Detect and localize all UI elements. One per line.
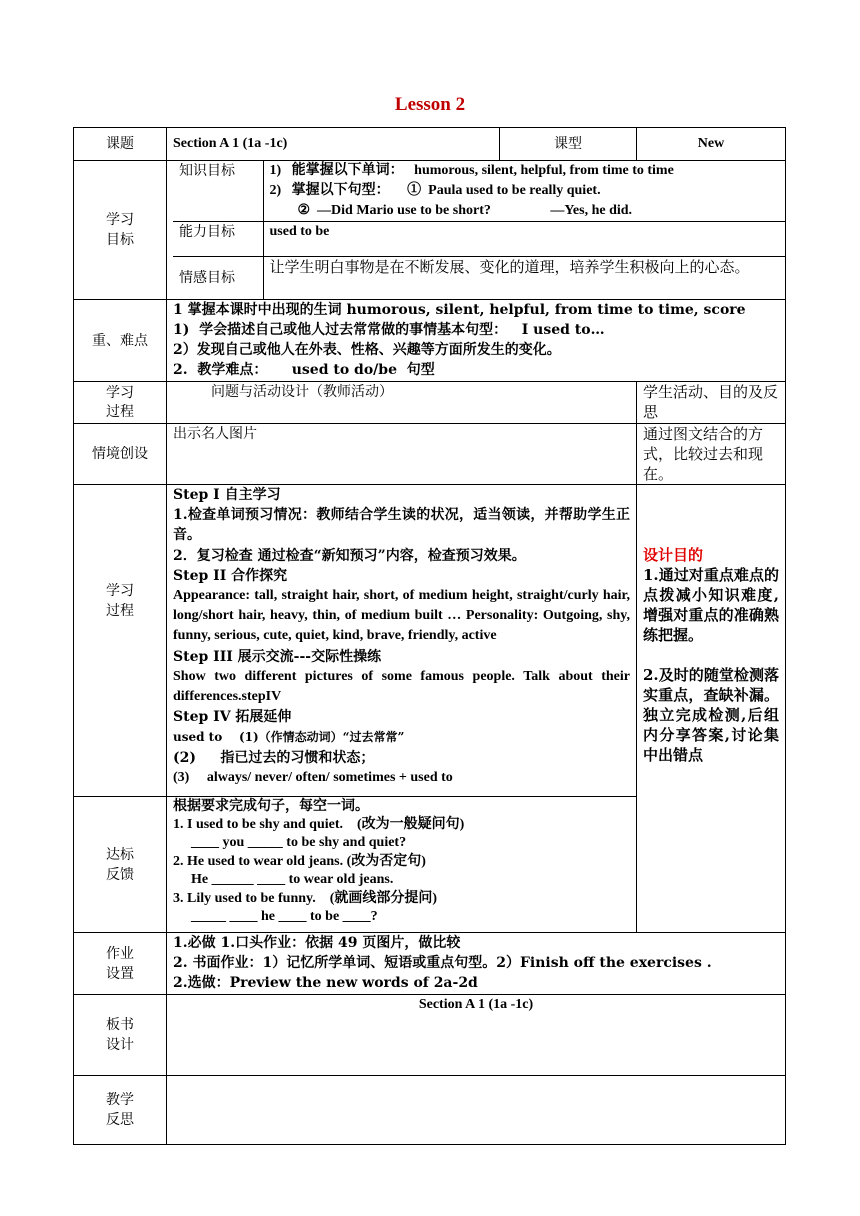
lesson-plan-table	[73, 127, 786, 1145]
process-step4-line2: (2) 指已过去的习惯和状态；	[173, 749, 375, 766]
process-purpose	[637, 485, 786, 933]
process-step3-title: Step III 展示交流---交际性操练	[173, 648, 382, 665]
knowledge-line-1: 1) 能掌握以下单词： humorous, silent, helpful, from time to time	[269, 163, 674, 178]
ability-label: 能力目标	[173, 222, 263, 257]
homework-line-3: 2.选做：Preview the new words of 2a-2d	[173, 975, 478, 991]
topic-label: 课题	[74, 128, 167, 161]
feedback-q2-blank: He ______ ____ to wear old jeans.	[191, 872, 394, 887]
process-step4-title: Step IV 拓展延伸	[173, 709, 292, 726]
knowledge-line-2: 2) 掌握以下句型： ① Paula used to be really quiet.	[269, 183, 601, 198]
feedback-q3: 3. Lily used to be funny. (就画线部分提问)	[173, 890, 438, 906]
feedback-content	[167, 797, 637, 933]
situation-student: 通过图文结合的方式，比较过去和现在。	[637, 424, 786, 485]
reflection-label: 教学 反思	[74, 1076, 167, 1145]
process-step4-line1: used to (1)（作情态动词）“过去常常”	[173, 730, 405, 745]
homework-label: 作业 设置	[74, 933, 167, 995]
board-label: 板书 设计	[74, 995, 167, 1076]
feedback-q1-blank: ____ you _____ to be shy and quiet?	[191, 835, 407, 850]
knowledge-value	[263, 161, 785, 222]
feedback-instruction: 根据要求完成句子，每空一词。	[173, 798, 369, 814]
process-step2-body: Appearance: tall, straight hair, short, of medium height, straight/curly hair, long/short hair, heavy, thin, of medium built … Personality: Outgoing, shy, funny, serious, cute, quiet, kind, brave, friendly, active	[173, 588, 630, 644]
feedback-q1: 1. I used to be shy and quiet. (改为一般疑问句)	[173, 816, 465, 832]
homework-content	[167, 933, 786, 995]
situation-label: 情境创设	[74, 424, 167, 485]
reflection-value	[167, 1076, 786, 1145]
keypoints-label: 重、难点	[74, 300, 167, 382]
keypoint-line-2: 1) 学会描述自己或他人过去常常做的事情基本句型： I used to…	[173, 322, 605, 338]
emotion-label: 情感目标	[173, 257, 263, 299]
topic-value: Section A 1 (1a -1c)	[167, 128, 500, 161]
feedback-q3-blank: _____ ____ he ____ to be ____?	[191, 909, 378, 924]
feedback-label: 达标 反馈	[74, 797, 167, 933]
page-title: Lesson 2	[394, 94, 466, 115]
keypoints-value	[167, 300, 786, 382]
objectives-inner-table	[173, 161, 785, 299]
process-content	[167, 485, 637, 797]
objectives-cell	[167, 161, 786, 300]
emotion-value: 让学生明白事物是在不断发展、变化的道理，培养学生积极向上的心态。	[263, 257, 785, 299]
purpose-item-2: 2.及时的随堂检测落实重点，查缺补漏。独立完成检测,后组内分享答案,讨论集中出错点	[643, 666, 779, 764]
homework-line-1: 1.必做 1.口头作业：依据 49 页图片，做比较	[173, 935, 461, 951]
process-step2-title: Step II 合作探究	[173, 567, 288, 584]
keypoint-line-1: 1 掌握本课时中出现的生词 humorous, silent, helpful, from time to time, score	[173, 302, 746, 318]
process-step3-body: Show two different pictures of some famous people. Talk about their differences.stepIV	[173, 668, 630, 705]
process-header-student: 学生活动、目的及反思	[637, 382, 786, 424]
process-step4-line3: (3) always/ never/ often/ sometimes + used to	[173, 769, 453, 785]
process-step1-item1: 1.检查单词预习情况：教师结合学生读的状况，适当领读，并帮助学生正音。	[173, 507, 630, 544]
homework-line-2: 2. 书面作业：1）记忆所学单词、短语或重点句型。2）Finish off the exercises .	[173, 955, 712, 971]
ability-value: used to be	[263, 222, 785, 257]
process-header-teacher: 问题与活动设计（教师活动）	[167, 382, 637, 424]
knowledge-line-3: ② —Did Mario use to be short? —Yes, he did.	[297, 203, 633, 218]
knowledge-label: 知识目标	[173, 161, 263, 222]
process-label: 学习 过程	[74, 485, 167, 797]
type-value: New	[637, 128, 786, 161]
board-value: Section A 1 (1a -1c)	[167, 995, 786, 1076]
process-step1-title: Step I 自主学习	[173, 487, 281, 503]
purpose-item-1: 1.通过对重点难点的点拨减小知识难度,增强对重点的准确熟练把握。	[643, 566, 779, 644]
process-step1-item2: 2．复习检查 通过检查“新知预习”内容，检查预习效果。	[173, 547, 526, 564]
keypoint-line-4: 2. 教学难点： used to do/be 句型	[173, 362, 435, 378]
type-label: 课型	[500, 128, 637, 161]
purpose-title: 设计目的	[643, 546, 704, 564]
process-header-label: 学习 过程	[74, 382, 167, 424]
objectives-label: 学习 目标	[74, 161, 167, 300]
feedback-q2: 2. He used to wear old jeans. (改为否定句)	[173, 853, 426, 869]
keypoint-line-3: 2）发现自己或他人在外表、性格、兴趣等方面所发生的变化。	[173, 342, 561, 358]
situation-teacher: 出示名人图片	[167, 424, 637, 485]
